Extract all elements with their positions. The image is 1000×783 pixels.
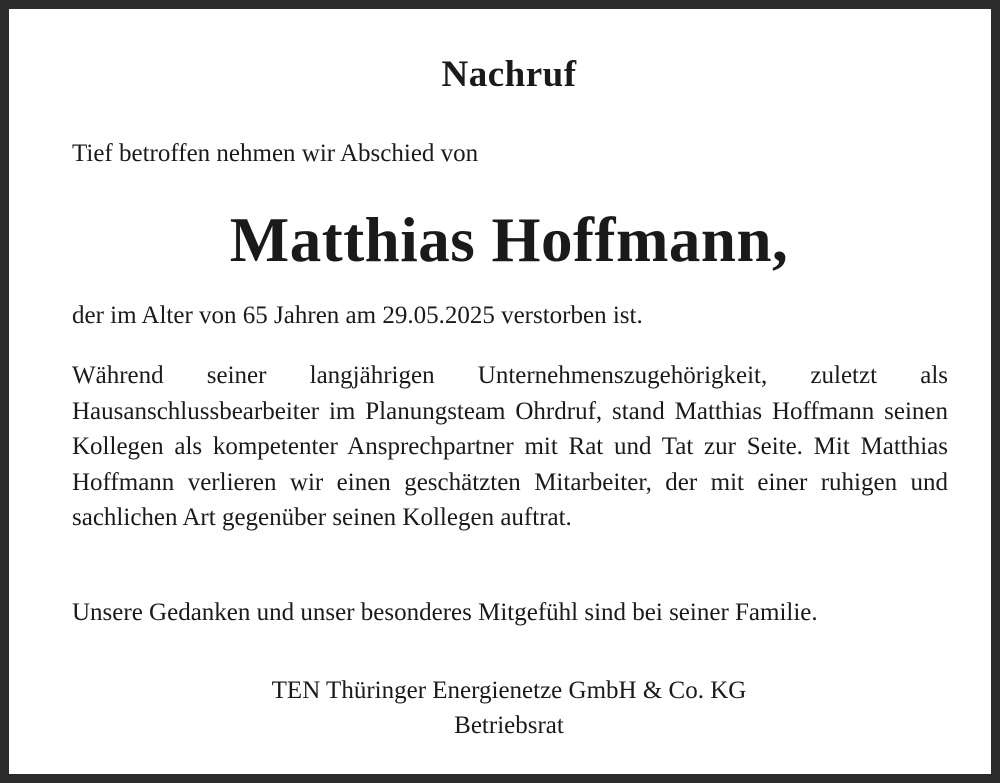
deceased-name: Matthias Hoffmann, bbox=[229, 205, 789, 275]
tribute-paragraph: Während seiner langjährigen Unternehmenszugehörigkeit, zuletzt als Hausanschlussbearbeiter im Planungsteam Ohrdruf, stand Matthias Hoffmann seinen Kollegen als kompetenter Ansprechpartner mit Rat und Tat zur Seite. Mit Matthias Hoffmann verlieren wir einen geschätzten Mitarbeiter, der mit einer ruhigen und sachlichen Art gegenüber seinen Kollegen auftrat. bbox=[72, 362, 948, 531]
death-info-line: der im Alter von 65 Jahren am 29.05.2025 verstorben ist. bbox=[72, 302, 643, 329]
signature-department: Betriebsrat bbox=[454, 712, 564, 739]
notice-heading: Nachruf bbox=[441, 54, 577, 95]
signature-block bbox=[9, 673, 1000, 743]
condolence-line: Unsere Gedanken und unser besonderes Mitgefühl sind bei seiner Familie. bbox=[72, 599, 818, 626]
intro-line: Tief betroffen nehmen wir Abschied von bbox=[72, 140, 479, 167]
signature-company: TEN Thüringer Energienetze GmbH & Co. KG bbox=[271, 677, 747, 704]
